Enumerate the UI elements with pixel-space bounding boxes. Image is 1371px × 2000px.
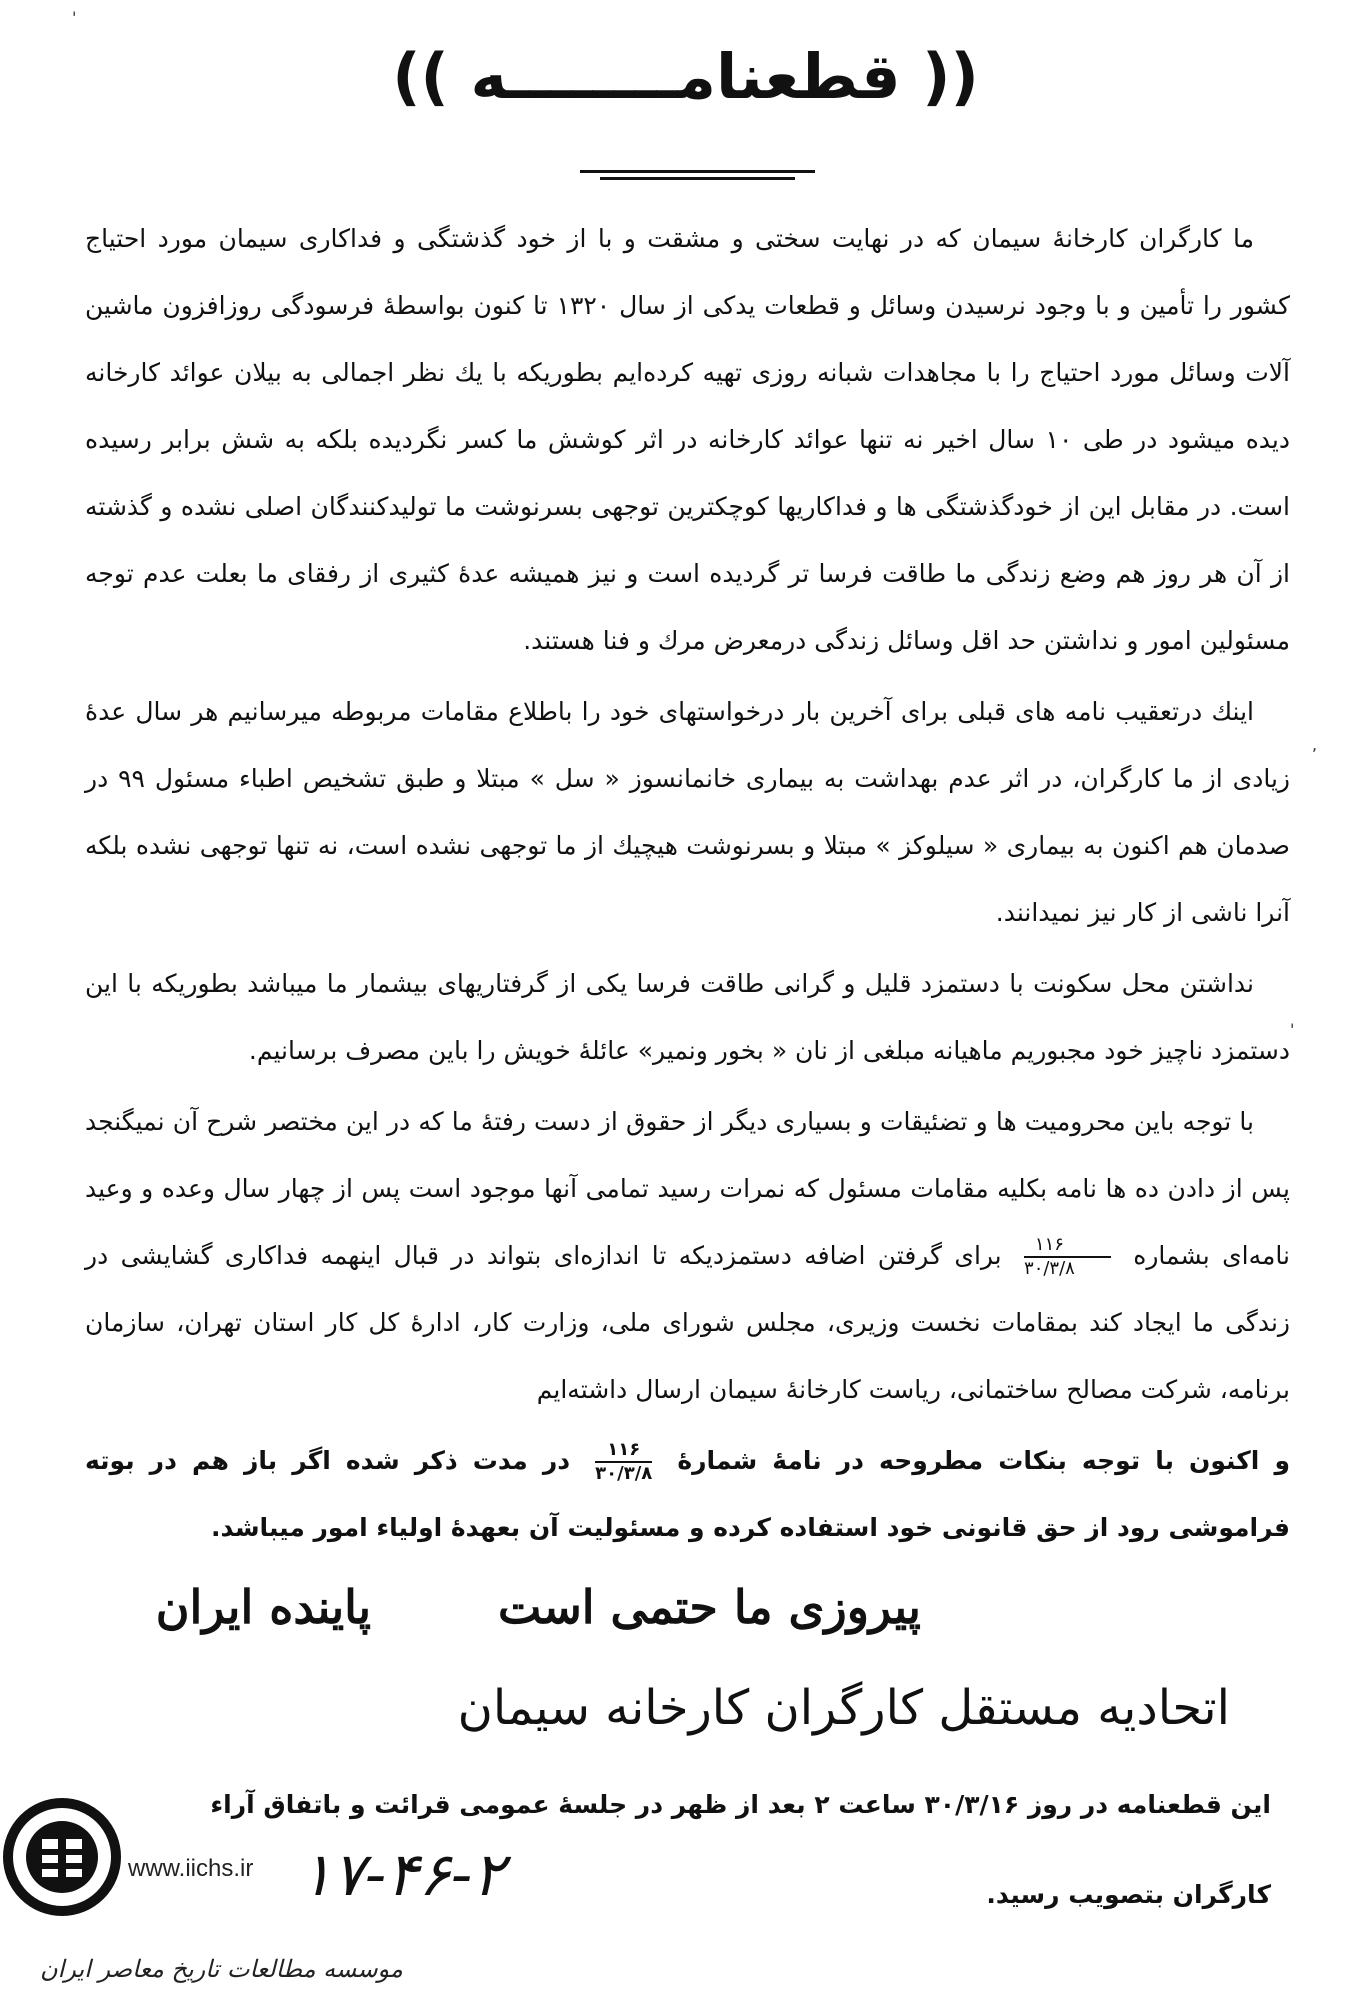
title-underline (600, 177, 795, 180)
paragraph-4-start: با توجه باین محرومیت ها و تضئیقات و بسیاری دیگر از حقوق از دست رفتهٔ ما که در این مختصر شرح آن نمیگنجد پس از دادن ده ها نامه بکلیه مقامات مسئول که نمرات رسید تمامی آنها موجود است پس از چهار سال وعده و وعید نامه‌ای بشماره (85, 1107, 1290, 1270)
letter-date-2: ۳۰/۳/۸ (595, 1463, 653, 1484)
letter-number-2: ۱۱۶ (595, 1439, 652, 1463)
letter-number: ۱۱۶ (1024, 1234, 1111, 1258)
document-title: (( قطعنامــــــــه )) (392, 40, 979, 113)
scan-mark: ' (1290, 1020, 1295, 1039)
letter-number-fraction (1024, 1234, 1111, 1280)
paragraph-5 (85, 1427, 1290, 1561)
letter-number-fraction-2 (595, 1439, 652, 1485)
institute-watermark: موسسه مطالعات تاریخ معاصر ایران (40, 1955, 403, 1983)
scan-mark: , (1312, 735, 1318, 754)
letter-date: ۳۰/۳/۸ (1024, 1258, 1075, 1279)
footer-approval-line-1: این قطعنامه در روز ۳۰/۳/۱۶ ساعت ۲ بعد از ظهر در جلسهٔ عمومی قرائت و باتفاق آراء (210, 1790, 1271, 1819)
paragraph-5-end: در مدت ذکر شده اگر باز هم در بوته فراموشی رود از حق قانونی خود استفاده کرده و مسئولیت آن بعهدهٔ اولیاء امور میباشد. (85, 1446, 1290, 1542)
footer-approval-line-2: کارگران بتصویب رسید. (986, 1880, 1271, 1909)
resolution-body (85, 205, 1290, 1565)
paragraph-4-end: برای گرفتن اضافه دستمزدیکه تا اندازه‌ای بتواند در قبال اینهمه فداکاری گشایشی در زندگی ما ایجاد کند بمقامات نخست وزیری، مجلس شورای ملی، وزارت کار، ادارهٔ کل کار استان تهران، سازمان برنامه، شرکت مصالح ساختمانی، ریاست کارخانهٔ سیمان ارسال داشته‌ایم (85, 1241, 1290, 1404)
slogan-iran: پاینده ایران (155, 1580, 371, 1634)
paragraph-5-start: و اکنون با توجه بنکات مطروحه در نامهٔ شمارهٔ (677, 1446, 1290, 1475)
union-signature: اتحادیه مستقل کارگران کارخانه سیمان (457, 1680, 1230, 1736)
paragraph-4 (85, 1088, 1290, 1423)
archive-handwritten-code: ۱۷-۴۶-۲ (300, 1840, 505, 1910)
institute-logo-stamp (2, 1795, 122, 1920)
paragraph-2: اینك درتعقیب نامه های قبلی برای آخرین بار درخواستهای خود را باطلاع مقامات مربوطه میرسانیم هر سال عدهٔ زیادی از ما کارگران، در اثر عدم بهداشت به بیماری خانمانسوز « سل » مبتلا و طبق تشخیص اطباء مسئول ۹۹ در صدمان هم اکنون به بیماری « سیلوکز » مبتلا و بسرنوشت هیچیك از ما توجهی نشده است، نه تنها توجهی نشده بلکه آنرا ناشی از کار نیز نمیدانند. (85, 697, 1290, 927)
website-watermark: www.iichs.ir (128, 1855, 254, 1882)
paragraph-1: ما کارگران کارخانهٔ سیمان که در نهایت سختی و مشقت و با از خود گذشتگی و فداکاری سیمان مورد احتیاج کشور را تأمین و با وجود نرسیدن وسائل و قطعات یدکی از سال ۱۳۲۰ تا کنون بواسطهٔ فرسودگی روزافزون ماشین آلات وسائل مورد احتیاج را با مجاهدات شبانه روزی تهیه کرده‌ایم بطوریکه با یك نظر اجمالی به بیلان عوائد کارخانه دیده میشود در طی ۱۰ سال اخیر نه تنها عوائد کارخانه در اثر کوشش ما کسر نگردیده بلکه به شش برابر رسیده است. در مقابل این از خودگذشتگی ها و فداکاریها کوچکترین توجهی بسرنوشت ما تولیدکنندگان اصلی نشده و گذشته از آن هر روز هم وضع زندگی ما طاقت فرسا تر گردیده است و نیز همیشه عدهٔ کثیری از رفقای ما بعلت عدم توجه مسئولین امور و نداشتن حد اقل وسائل زندگی درمعرض مرك و فنا هستند. (85, 224, 1290, 655)
scan-mark: ' (72, 8, 77, 27)
slogan-victory: پیروزی ما حتمی است (498, 1580, 921, 1634)
paragraph-3: نداشتن محل سکونت با دستمزد قلیل و گرانی طاقت فرسا یکی از گرفتاریهای بیشمار ما میباشد بطوریکه با این دستمزد ناچیز خود مجبوریم ماهیانه مبلغی از نان « بخور ونمیر» عائلهٔ خویش را باین مصرف برسانیم. (85, 969, 1290, 1065)
title-underline (580, 170, 815, 173)
